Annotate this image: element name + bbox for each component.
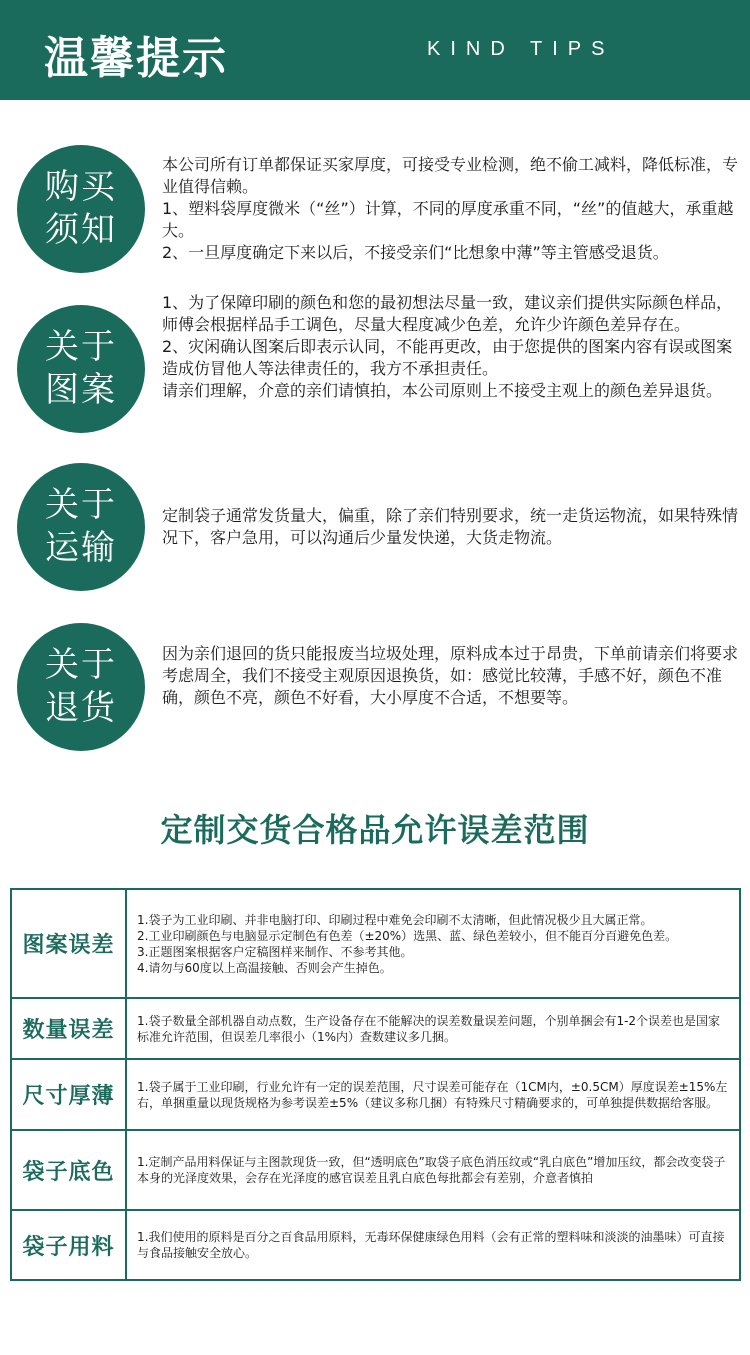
tolerance-title: 定制交货合格品允许误差范围 <box>160 811 590 849</box>
table-row <box>12 1058 739 1129</box>
notice-text <box>162 505 742 549</box>
notice-paragraph: 1、为了保障印刷的颜色和您的最初想法尽量一致，建议亲们提供实际颜色样品，师傅会根据样品手工调色，尽量大程度减少色差，允许少许颜色差异存在。 <box>162 293 733 334</box>
badge-line: 运输 <box>45 528 117 568</box>
row-line: 2.工业印刷颜色与电脑显示定制色有色差（±20%）选黑、蓝、绿色差较小，但不能百分百避免色差。 <box>137 928 678 943</box>
table-row <box>12 1129 739 1209</box>
badge-line: 须知 <box>45 210 117 250</box>
badge-line: 关于 <box>45 327 117 367</box>
badge-line: 图案 <box>45 370 117 410</box>
notice-paragraph: 2、一旦厚度确定下来以后，不接受亲们“比想象中薄”等主管感受退货。 <box>162 243 669 262</box>
notice-paragraph: 请亲们理解，介意的亲们请慎拍，本公司原则上不接受主观上的颜色差异退货。 <box>162 381 723 400</box>
table-row <box>12 890 739 997</box>
notice-paragraph: 定制袋子通常发货量大，偏重，除了亲们特别要求，统一走货运物流，如果特殊情况下，客户急用，可以沟通后少量发快递，大货走物流。 <box>162 506 739 547</box>
notice-paragraph: 本公司所有订单都保证买家厚度，可接受专业检测，绝不偷工减料，降低标准，专业值得信赖。 <box>162 155 739 196</box>
notice-badge <box>17 623 145 751</box>
row-line: 4.请勿与60度以上高温接触、否则会产生掉色。 <box>137 960 392 975</box>
row-line: 1.袋子数量全部机器自动点数，生产设备存在不能解决的误差数量误差问题，个别单捆会有1-2个误差也是国家标准允许范围，但误差几率很小（1%内）查数建议多几捆。 <box>137 1013 721 1044</box>
notice-badge <box>17 305 145 433</box>
notice-paragraph: 2、灾闲确认图案后即表示认同，不能再更改，由于您提供的图案内容有误或图案造成仿冒他人等法律责任的，我方不承担责任。 <box>162 337 733 378</box>
row-line: 1.袋子为工业印刷、并非电脑打印、印刷过程中难免会印刷不太清晰，但此情况极少且大属正常。 <box>137 912 653 927</box>
notice-badge <box>17 145 145 273</box>
row-label: 袋子底色 <box>12 1131 127 1209</box>
row-content <box>127 1211 739 1279</box>
tolerance-table <box>10 888 741 1281</box>
notice-text <box>162 643 742 709</box>
table-row <box>12 997 739 1058</box>
row-label: 袋子用料 <box>12 1211 127 1279</box>
row-line: 1.我们使用的原料是百分之百食品用原料，无毒环保健康绿色用料（会有正常的塑料味和淡淡的油墨味）可直接与食品接触安全放心。 <box>137 1230 725 1260</box>
badge-line: 购买 <box>45 167 117 207</box>
page-subtitle: KIND TIPS <box>427 38 615 60</box>
row-line: 1.定制产品用料保证与主图款现货一致，但“透明底色”取袋子底色消压纹或“乳白底色”增加压纹，都会改变袋子本身的光泽度效果，会存在光泽度的感官误差且乳白底色每批都会有差别，介意者慎拍 <box>137 1155 726 1185</box>
notice-badge <box>17 463 145 591</box>
header-banner <box>0 0 750 100</box>
row-label: 数量误差 <box>12 999 127 1058</box>
row-content <box>127 1131 739 1209</box>
row-content <box>127 1060 739 1129</box>
notice-text <box>162 154 742 264</box>
row-label: 图案误差 <box>12 890 127 997</box>
row-label: 尺寸厚薄 <box>12 1060 127 1129</box>
row-content <box>127 890 739 997</box>
row-line: 1.袋子属于工业印刷，行业允许有一定的误差范围，尺寸误差可能存在（1CM内，±0.5CM）厚度误差±15%左右，单捆重量以现货规格为参考误差±5%（建议多称几捆）有特殊尺寸精确要求的，可单独提供数据给客服。 <box>137 1079 728 1110</box>
page-title: 温馨提示 <box>44 33 228 84</box>
notice-paragraph: 因为亲们退回的货只能报废当垃圾处理，原料成本过于昂贵，下单前请亲们将要求考虑周全，我们不接受主观原因退换货，如：感觉比较薄，手感不好，颜色不准确，颜色不亮，颜色不好看，大小厚度不合适，不想要等。 <box>162 644 739 707</box>
badge-line: 退货 <box>45 688 117 728</box>
row-content <box>127 999 739 1058</box>
table-row <box>12 1209 739 1279</box>
row-line: 3.正题图案根据客户定稿图样来制作、不参考其他。 <box>137 944 413 959</box>
badge-line: 关于 <box>45 645 117 685</box>
notice-text <box>162 292 742 402</box>
badge-line: 关于 <box>45 485 117 525</box>
notice-paragraph: 1、塑料袋厚度微米（“丝”）计算，不同的厚度承重不同，“丝”的值越大，承重越大。 <box>162 199 734 240</box>
